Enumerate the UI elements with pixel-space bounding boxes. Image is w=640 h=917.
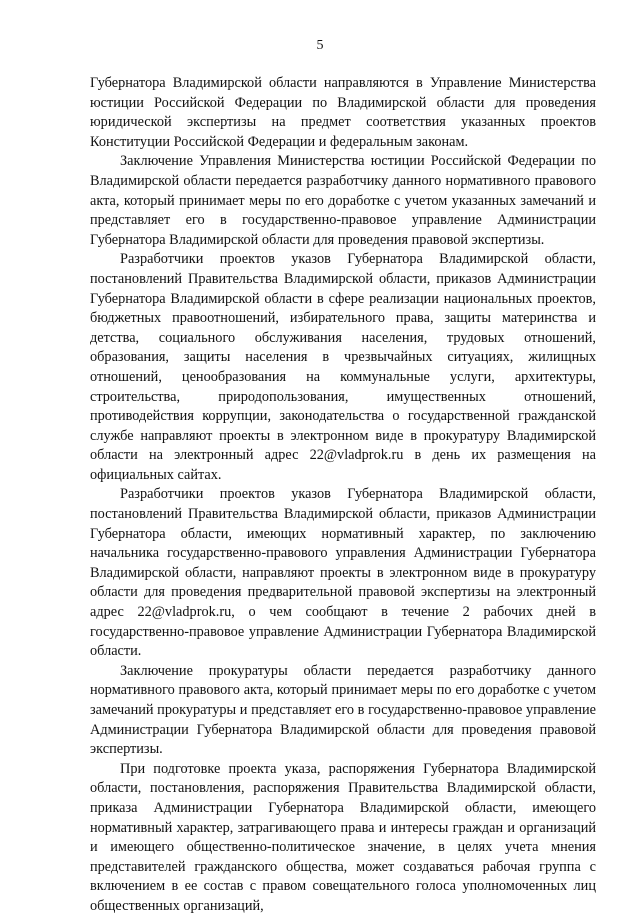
- paragraph-continuation: Губернатора Владимирской области направляются в Управление Министерства юстиции Российской Федерации по Владимирской области для проведения юридической экспертизы на предмет соответствия указанных проектов Конституции Российской Федерации и федеральным законам.: [90, 75, 596, 150]
- paragraph-prosecutor-conclusion: Заключение прокуратуры области передается разработчику данного нормативного правового акта, который принимает меры по его доработке с учетом замечаний прокуратуры и представляет его в государственно-правовое управление Администрации Губернатора Владимирской области для проведения правовой экспертизы.: [90, 662, 596, 758]
- paragraph-preliminary-expertise: Разработчики проектов указов Губернатора Владимирской области, постановлений Правительства Владимирской области, приказов Администрации Губернатора области, имеющих нормативный характер, по заключению начальника государственно-правового управления Администрации Губернатора Владимирской области, направляют проекты в электронном виде в прокуратуру области для проведения предварительной правовой экспертизы на электронный адрес 22@vladprok.ru, о чем сообщают в течение 2 рабочих дней в государственно-правовое управление Администрации Губернатора Владимирской области.: [90, 486, 596, 660]
- page-number: 5: [316, 38, 324, 53]
- paragraph-justice-conclusion: Заключение Управления Министерства юстиции Российской Федерации по Владимирской области передается разработчику данного нормативного правового акта, который принимает меры по его доработке с учетом указанных замечаний и представляет его в государственно-правовое управление Администрации Губернатора Владимирской области для проведения правовой экспертизы.: [90, 153, 596, 248]
- paragraph-prosecutor-submission: Разработчики проектов указов Губернатора Владимирской области, постановлений Правительства Владимирской области, приказов Администрации Губернатора Владимирской области в сфере реализации национальных проектов, бюджетных правоотношений, избирательного права, защиты материнства и детства, социального обслуживания населения, трудовых отношений, образования, защиты населения в чрезвычайных ситуациях, жилищных отношений, ценообразования на коммунальные услуги, архитектуры, строительства, природопользования, имущественных отношений, противодействия коррупции, законодательства о государственной гражданской службе направляют проекты в электронном виде в прокуратуру Владимирской области на электронный адрес 22@vladprok.ru в день их размещения на официальных сайтах.: [90, 251, 596, 483]
- paragraph-working-group: При подготовке проекта указа, распоряжения Губернатора Владимирской области, постановления, распоряжения Правительства Владимирской области, приказа Администрации Губернатора Владимирской области, имеющего нормативный характер, затрагивающего права и интересы граждан и организаций и имеющего общественно-политическое значение, в целях учета мнения представителей гражданского общества, может создаваться рабочая группа с включением в ее состав с правом совещательного голоса уполномоченных лиц общественных организаций,: [90, 760, 596, 914]
- document-body: [90, 74, 596, 917]
